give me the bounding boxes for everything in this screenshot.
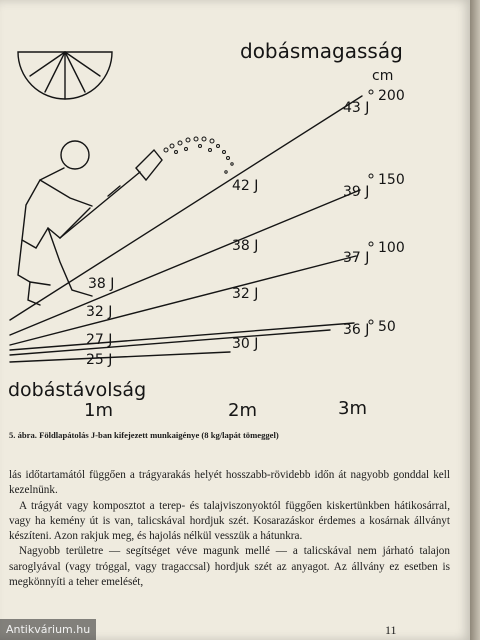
ray-lines (10, 96, 362, 362)
ray-label: 30 J (232, 336, 259, 352)
ray-label: 37 J (343, 250, 370, 266)
height-tick: 50 (378, 319, 396, 335)
figure-caption: 5. ábra. Földlapátolás J-ban kifejezett munkaigénye (8 kg/lapát tömeggel) (9, 430, 279, 440)
ray-label: 39 J (343, 184, 370, 200)
distance-tick: 2m (228, 400, 257, 421)
soil-particles (164, 137, 233, 173)
ray-label: 38 J (88, 276, 115, 292)
ray-label: 32 J (86, 304, 113, 320)
height-axis-label: dobásmagasság (240, 39, 403, 63)
ray-label: 36 J (343, 322, 370, 338)
height-tick: 150 (378, 172, 405, 188)
ray-label: 25 J (86, 352, 113, 368)
page-number: 11 (385, 623, 397, 637)
watermark: Antikvárium.hu (0, 619, 96, 640)
ray-label: 42 J (232, 178, 259, 194)
paragraph: A trágyát vagy komposztot a terep- és talajviszonyoktól függően kiskertünkben hátikosárral, vagy ha kemény út is van, talicskával hordjuk szét. Kosarazáskor érdemes a kosárnak állványt készíteni. Azon rakjuk meg, és hajolás nélkül vesszük a hátunkra. (9, 499, 450, 543)
ray-label: 27 J (86, 332, 113, 348)
ray-label: 43 J (343, 100, 370, 116)
distance-axis-label: dobástávolság (8, 379, 147, 401)
height-tick: 200 (378, 88, 405, 104)
paragraph: Nagyobb területre — segítséget véve magunk mellé — a talicskával nem járható talajon saroglyával (vagy tróggal, vagy tragaccsal) hordjuk szét az anyagot. Az állvány ez esetben is megkönnyíti a teher emelését, (9, 545, 450, 589)
sun-fan-icon (18, 52, 112, 99)
paragraph: lás időtartamától függően a trágyarakás helyét hosszabb-rövidebb időn át nagyobb gonddal kell kezelnünk. (9, 469, 450, 497)
distance-tick: 3m (338, 398, 367, 419)
height-tick: 100 (378, 240, 405, 256)
height-unit-label: cm (372, 68, 394, 84)
ray-label: 32 J (232, 286, 259, 302)
ray-label: 38 J (232, 238, 259, 254)
body-text (9, 468, 450, 590)
book-spine (470, 0, 480, 640)
distance-tick: 1m (84, 400, 113, 421)
